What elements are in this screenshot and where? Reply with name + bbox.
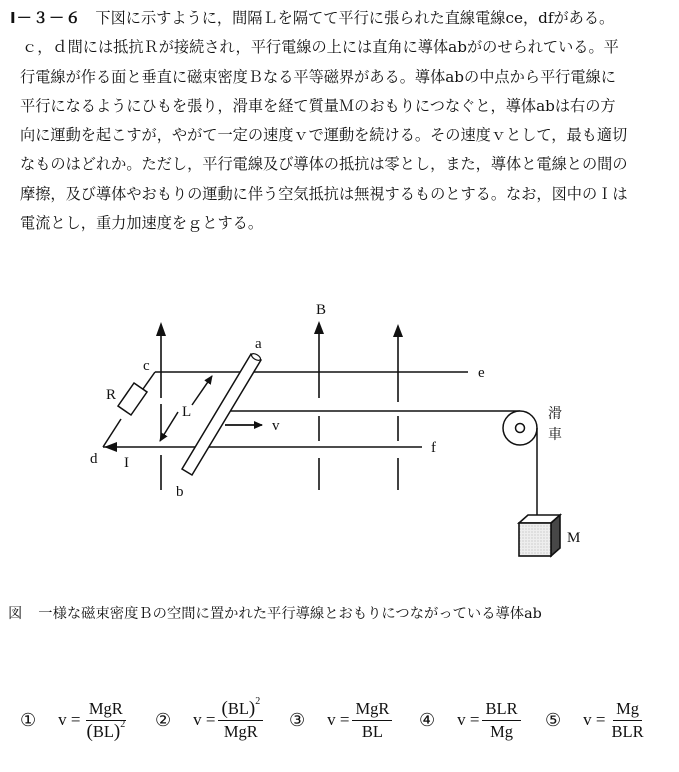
option-1-numerator: MgR [86,699,126,721]
b-field-arrow-3 [393,324,403,490]
problem-line-3: 行電線が作る面と垂直に磁束密度Ｂなる平等磁界がある。導体abの中点から平行電線に [20,67,616,86]
option-5-lhs: v = [583,710,606,729]
problem-line-1: Ⅰ－３－６ 下図に示すように，間隔Ｌを隔てて平行に張られた直線電線ce，dfがある。 [10,9,615,27]
option-1[interactable] [20,690,128,750]
problem-line-7: 摩擦，及び導体やおもりの運動に伴う空気抵抗は無視するものとする。なお，図中のＩは [20,184,628,203]
problem-line-6: なものはどれか。ただし，平行電線及び導体の抵抗は零とし，また，導体と電線との間の [20,155,628,174]
label-a: a [255,336,262,352]
circuit-diagram [0,280,679,580]
option-4-fraction [482,699,520,742]
caption-text: 一様な磁束密度Ｂの空間に置かれた平行導線とおもりにつながっている導体ab [38,606,542,622]
option-5[interactable] [545,690,647,750]
problem-statement [10,4,675,238]
option-4-mark: ④ [419,709,436,731]
problem-line-8: 電流とし，重力加速度をｇとする。 [20,214,263,233]
option-4-lhs: v = [457,710,480,729]
label-b: B [316,302,327,318]
figure-caption [8,603,542,623]
option-5-numerator: Mg [613,699,642,721]
option-4-numerator: BLR [482,699,520,721]
option-3-lhs: v = [327,710,350,729]
option-5-mark: ⑤ [545,709,562,731]
label-pulley-2: 車 [548,427,562,443]
label-f: f [431,440,436,456]
option-3-denominator: BL [361,721,383,741]
option-1-denominator: (BL)$^2$ [86,718,126,742]
option-2-fraction [218,695,263,742]
label-r: R [106,387,117,403]
b-field-arrow-1 [156,322,166,490]
option-3-fraction [352,699,392,742]
option-1-lhs: v = [58,710,81,729]
label-b-end: b [176,484,184,500]
label-e: e [478,365,485,381]
weight-m [519,515,560,556]
label-i: I [124,455,129,471]
problem-line-5: 向に運動を起こすが，やがて一定の速度ｖで運動を続ける。その速度ｖとして，最も適切 [20,126,628,145]
option-1-fraction [83,699,128,742]
option-3-numerator: MgR [352,699,392,721]
label-m: M [567,530,581,546]
label-l: L [182,404,192,420]
resistor-r [103,372,155,447]
problem-line-2: ｃ，ｄ間には抵抗Ｒが接続され，平行電線の上には直角に導体abがのせられている。平 [22,38,619,57]
option-2-denominator: MgR [223,721,258,741]
option-5-denominator: BLR [611,721,644,741]
label-pulley-1: 滑 [548,406,562,422]
option-2-lhs: v = [193,710,216,729]
label-v: v [272,418,280,434]
pulley [503,411,537,445]
answer-options [0,690,679,750]
problem-line-4: 平行になるようにひもを張り，滑車を経て質量Ｍのおもりにつなぐと，導体abは右の方 [20,96,616,115]
label-d: d [90,451,98,467]
problem-number: Ⅰ－３－６ [10,9,82,27]
option-1-mark: ① [20,709,37,731]
b-field-arrow-2 [314,321,324,490]
option-3-mark: ③ [289,709,306,731]
label-c: c [143,358,150,374]
option-2[interactable] [155,690,263,750]
option-2-mark: ② [155,709,172,731]
conductor-ab [182,352,262,475]
option-5-fraction [608,699,646,742]
caption-prefix: 図 [8,606,23,622]
option-3[interactable] [289,690,392,750]
option-4-denominator: Mg [490,721,513,741]
option-2-numerator: (BL)$^2$ [218,699,263,721]
option-4[interactable] [419,690,521,750]
